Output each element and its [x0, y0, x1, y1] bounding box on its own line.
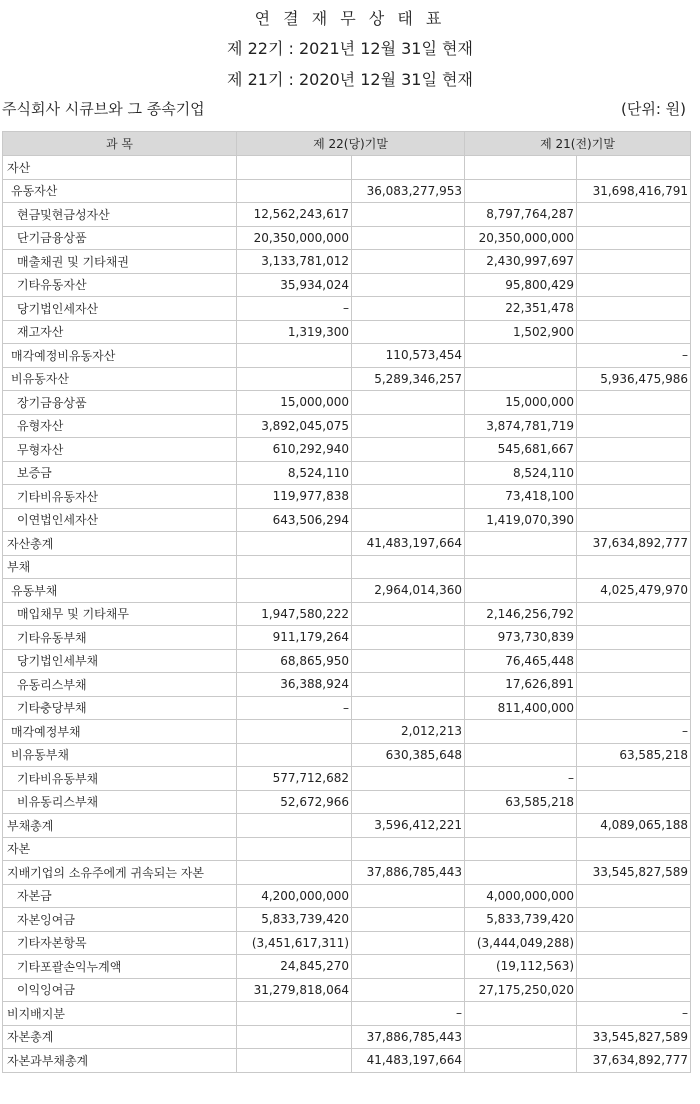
current-total-value: [352, 203, 465, 227]
prior-detail-value: 15,000,000: [465, 391, 577, 415]
account-label: 당기법인세자산: [3, 297, 237, 321]
current-total-value: 110,573,454: [352, 344, 465, 368]
table-row: [3, 532, 691, 556]
prior-detail-value: [465, 861, 577, 885]
prior-detail-value: 545,681,667: [465, 438, 577, 462]
table-row: [3, 743, 691, 767]
prior-detail-value: 1,502,900: [465, 320, 577, 344]
current-detail-value: 35,934,024: [237, 273, 352, 297]
prior-detail-value: [465, 179, 577, 203]
table-row: [3, 861, 691, 885]
current-detail-value: 52,672,966: [237, 790, 352, 814]
table-row: [3, 461, 691, 485]
table-row: [3, 367, 691, 391]
prior-detail-value: 27,175,250,020: [465, 978, 577, 1002]
account-label: 유형자산: [3, 414, 237, 438]
prior-total-value: –: [577, 1002, 691, 1026]
account-label: 자본: [3, 837, 237, 861]
current-total-value: 36,083,277,953: [352, 179, 465, 203]
current-total-value: [352, 250, 465, 274]
prior-detail-value: 5,833,739,420: [465, 908, 577, 932]
balance-sheet-table: [2, 131, 691, 1073]
current-total-value: [352, 978, 465, 1002]
period-prior: 제 21기 : 2020년 12월 31일 현재: [227, 70, 473, 89]
current-detail-value: [237, 1002, 352, 1026]
table-row: [3, 884, 691, 908]
current-total-value: [352, 391, 465, 415]
table-row: [3, 931, 691, 955]
current-detail-value: 36,388,924: [237, 673, 352, 697]
account-label: 기타충당부채: [3, 696, 237, 720]
account-label: 매입채무 및 기타채무: [3, 602, 237, 626]
table-row: [3, 1025, 691, 1049]
account-label: 기타유동자산: [3, 273, 237, 297]
current-detail-value: 911,179,264: [237, 626, 352, 650]
prior-total-value: [577, 978, 691, 1002]
current-total-value: 2,964,014,360: [352, 579, 465, 603]
current-detail-value: 3,892,045,075: [237, 414, 352, 438]
prior-detail-value: 95,800,429: [465, 273, 577, 297]
table-row: [3, 273, 691, 297]
table-row: [3, 344, 691, 368]
table-row: [3, 203, 691, 227]
current-total-value: [352, 438, 465, 462]
prior-total-value: 4,089,065,188: [577, 814, 691, 838]
prior-total-value: [577, 438, 691, 462]
prior-detail-value: [465, 814, 577, 838]
prior-total-value: [577, 908, 691, 932]
current-total-value: [352, 837, 465, 861]
prior-total-value: [577, 203, 691, 227]
prior-detail-value: 8,797,764,287: [465, 203, 577, 227]
prior-detail-value: 4,000,000,000: [465, 884, 577, 908]
current-total-value: 41,483,197,664: [352, 1049, 465, 1073]
account-label: 비유동부채: [3, 743, 237, 767]
prior-detail-value: [465, 1002, 577, 1026]
prior-detail-value: [465, 1049, 577, 1073]
prior-detail-value: –: [465, 767, 577, 791]
current-total-value: [352, 602, 465, 626]
table-row: [3, 555, 691, 579]
account-label: 기타포괄손익누계액: [3, 955, 237, 979]
current-total-value: [352, 273, 465, 297]
current-detail-value: 1,319,300: [237, 320, 352, 344]
current-total-value: 37,886,785,443: [352, 1025, 465, 1049]
current-detail-value: 119,977,838: [237, 485, 352, 509]
prior-total-value: 5,936,475,986: [577, 367, 691, 391]
account-label: 자본총계: [3, 1025, 237, 1049]
table-row: [3, 790, 691, 814]
current-total-value: [352, 767, 465, 791]
prior-total-value: 33,545,827,589: [577, 1025, 691, 1049]
current-detail-value: [237, 555, 352, 579]
account-label: 자본잉여금: [3, 908, 237, 932]
current-total-value: 37,886,785,443: [352, 861, 465, 885]
current-detail-value: 4,200,000,000: [237, 884, 352, 908]
prior-detail-value: [465, 1025, 577, 1049]
account-label: 유동리스부채: [3, 673, 237, 697]
prior-detail-value: 73,418,100: [465, 485, 577, 509]
account-label: 당기법인세부채: [3, 649, 237, 673]
prior-detail-value: 811,400,000: [465, 696, 577, 720]
current-total-value: 5,289,346,257: [352, 367, 465, 391]
account-label: 매각예정비유동자산: [3, 344, 237, 368]
current-total-value: [352, 649, 465, 673]
company-name: 주식회사 시큐브와 그 종속기업: [2, 100, 205, 118]
prior-detail-value: 76,465,448: [465, 649, 577, 673]
account-label: 매각예정부채: [3, 720, 237, 744]
prior-detail-value: [465, 720, 577, 744]
current-total-value: [352, 555, 465, 579]
table-row: [3, 226, 691, 250]
prior-total-value: [577, 273, 691, 297]
account-label: 기타비유동자산: [3, 485, 237, 509]
current-detail-value: [237, 156, 352, 180]
current-detail-value: [237, 743, 352, 767]
current-detail-value: 5,833,739,420: [237, 908, 352, 932]
prior-detail-value: 17,626,891: [465, 673, 577, 697]
prior-detail-value: [465, 837, 577, 861]
current-detail-value: –: [237, 297, 352, 321]
current-detail-value: 610,292,940: [237, 438, 352, 462]
current-total-value: 2,012,213: [352, 720, 465, 744]
prior-total-value: [577, 461, 691, 485]
current-total-value: 41,483,197,664: [352, 532, 465, 556]
current-total-value: [352, 156, 465, 180]
header-account: 과 목: [3, 132, 237, 156]
table-row: [3, 438, 691, 462]
table-row: [3, 978, 691, 1002]
current-detail-value: 1,947,580,222: [237, 602, 352, 626]
account-label: 기타비유동부채: [3, 767, 237, 791]
prior-total-value: [577, 696, 691, 720]
period-current: 제 22기 : 2021년 12월 31일 현재: [227, 39, 473, 58]
prior-detail-value: 973,730,839: [465, 626, 577, 650]
table-row: [3, 814, 691, 838]
prior-total-value: [577, 391, 691, 415]
current-total-value: [352, 226, 465, 250]
current-total-value: [352, 884, 465, 908]
account-label: 비지배지분: [3, 1002, 237, 1026]
account-label: 기타자본항목: [3, 931, 237, 955]
current-total-value: [352, 461, 465, 485]
prior-total-value: [577, 156, 691, 180]
account-label: 지배기업의 소유주에게 귀속되는 자본: [3, 861, 237, 885]
current-detail-value: 20,350,000,000: [237, 226, 352, 250]
table-row: [3, 179, 691, 203]
prior-detail-value: 22,351,478: [465, 297, 577, 321]
table-row: [3, 602, 691, 626]
current-detail-value: [237, 367, 352, 391]
account-label: 이익잉여금: [3, 978, 237, 1002]
prior-total-value: [577, 508, 691, 532]
current-detail-value: 8,524,110: [237, 461, 352, 485]
table-row: [3, 767, 691, 791]
account-label: 유동부채: [3, 579, 237, 603]
prior-total-value: 33,545,827,589: [577, 861, 691, 885]
table-header-row: [3, 132, 691, 156]
prior-total-value: [577, 767, 691, 791]
header-prior-period: 제 21(전)기말: [465, 132, 691, 156]
account-label: 자산: [3, 156, 237, 180]
account-label: 부채: [3, 555, 237, 579]
account-label: 보증금: [3, 461, 237, 485]
current-detail-value: [237, 1049, 352, 1073]
prior-detail-value: 3,874,781,719: [465, 414, 577, 438]
prior-total-value: 31,698,416,791: [577, 179, 691, 203]
current-total-value: [352, 908, 465, 932]
current-detail-value: –: [237, 696, 352, 720]
prior-total-value: –: [577, 720, 691, 744]
table-row: [3, 156, 691, 180]
table-row: [3, 626, 691, 650]
prior-total-value: [577, 555, 691, 579]
table-row: [3, 250, 691, 274]
account-label: 자본과부채총계: [3, 1049, 237, 1073]
prior-detail-value: 8,524,110: [465, 461, 577, 485]
prior-total-value: [577, 837, 691, 861]
prior-detail-value: [465, 743, 577, 767]
table-row: [3, 837, 691, 861]
table-body: [3, 156, 691, 1073]
current-detail-value: [237, 814, 352, 838]
current-total-value: [352, 931, 465, 955]
prior-detail-value: 2,430,997,697: [465, 250, 577, 274]
prior-total-value: 37,634,892,777: [577, 1049, 691, 1073]
account-label: 자본금: [3, 884, 237, 908]
account-label: 재고자산: [3, 320, 237, 344]
prior-total-value: [577, 414, 691, 438]
prior-total-value: [577, 790, 691, 814]
current-detail-value: [237, 861, 352, 885]
current-total-value: 630,385,648: [352, 743, 465, 767]
current-total-value: [352, 508, 465, 532]
current-detail-value: 24,845,270: [237, 955, 352, 979]
table-row: [3, 696, 691, 720]
current-detail-value: 68,865,950: [237, 649, 352, 673]
account-label: 매출채권 및 기타채권: [3, 250, 237, 274]
table-row: [3, 297, 691, 321]
table-row: [3, 649, 691, 673]
current-total-value: [352, 320, 465, 344]
prior-detail-value: [465, 579, 577, 603]
prior-total-value: [577, 297, 691, 321]
prior-detail-value: [465, 156, 577, 180]
table-row: [3, 1049, 691, 1073]
account-label: 이연법인세자산: [3, 508, 237, 532]
prior-total-value: [577, 602, 691, 626]
prior-detail-value: [465, 555, 577, 579]
prior-detail-value: (3,444,049,288): [465, 931, 577, 955]
prior-total-value: [577, 931, 691, 955]
current-detail-value: 31,279,818,064: [237, 978, 352, 1002]
current-total-value: [352, 626, 465, 650]
current-detail-value: [237, 532, 352, 556]
prior-total-value: [577, 226, 691, 250]
unit-label: (단위: 원): [621, 100, 686, 118]
table-row: [3, 391, 691, 415]
current-total-value: [352, 790, 465, 814]
current-total-value: [352, 297, 465, 321]
current-total-value: [352, 673, 465, 697]
table-row: [3, 579, 691, 603]
current-detail-value: [237, 579, 352, 603]
prior-detail-value: 1,419,070,390: [465, 508, 577, 532]
current-total-value: 3,596,412,221: [352, 814, 465, 838]
prior-detail-value: 63,585,218: [465, 790, 577, 814]
prior-total-value: [577, 320, 691, 344]
prior-total-value: [577, 673, 691, 697]
table-row: [3, 508, 691, 532]
prior-total-value: [577, 649, 691, 673]
account-label: 무형자산: [3, 438, 237, 462]
current-detail-value: [237, 1025, 352, 1049]
current-detail-value: 643,506,294: [237, 508, 352, 532]
account-label: 기타유동부채: [3, 626, 237, 650]
table-row: [3, 320, 691, 344]
prior-total-value: [577, 626, 691, 650]
table-row: [3, 908, 691, 932]
table-row: [3, 485, 691, 509]
current-detail-value: 12,562,243,617: [237, 203, 352, 227]
table-row: [3, 955, 691, 979]
current-total-value: [352, 414, 465, 438]
prior-detail-value: [465, 344, 577, 368]
account-label: 부채총계: [3, 814, 237, 838]
table-row: [3, 720, 691, 744]
prior-total-value: 4,025,479,970: [577, 579, 691, 603]
prior-total-value: [577, 955, 691, 979]
prior-detail-value: 20,350,000,000: [465, 226, 577, 250]
current-detail-value: (3,451,617,311): [237, 931, 352, 955]
account-label: 비유동리스부채: [3, 790, 237, 814]
prior-total-value: –: [577, 344, 691, 368]
prior-total-value: [577, 884, 691, 908]
prior-total-value: [577, 250, 691, 274]
account-label: 비유동자산: [3, 367, 237, 391]
prior-total-value: 37,634,892,777: [577, 532, 691, 556]
current-detail-value: 15,000,000: [237, 391, 352, 415]
table-row: [3, 1002, 691, 1026]
prior-detail-value: [465, 367, 577, 391]
current-detail-value: [237, 344, 352, 368]
account-label: 현금및현금성자산: [3, 203, 237, 227]
prior-detail-value: [465, 532, 577, 556]
statement-title: 연 결 재 무 상 태 표: [254, 9, 446, 28]
account-label: 장기금융상품: [3, 391, 237, 415]
current-detail-value: 577,712,682: [237, 767, 352, 791]
header-current-period: 제 22(당)기말: [237, 132, 465, 156]
current-total-value: [352, 955, 465, 979]
prior-total-value: 63,585,218: [577, 743, 691, 767]
current-detail-value: 3,133,781,012: [237, 250, 352, 274]
current-detail-value: [237, 837, 352, 861]
account-label: 단기금융상품: [3, 226, 237, 250]
prior-detail-value: 2,146,256,792: [465, 602, 577, 626]
account-label: 유동자산: [3, 179, 237, 203]
prior-total-value: [577, 485, 691, 509]
current-total-value: [352, 696, 465, 720]
current-detail-value: [237, 179, 352, 203]
table-row: [3, 414, 691, 438]
table-row: [3, 673, 691, 697]
prior-detail-value: (19,112,563): [465, 955, 577, 979]
current-total-value: –: [352, 1002, 465, 1026]
current-detail-value: [237, 720, 352, 744]
account-label: 자산총계: [3, 532, 237, 556]
current-total-value: [352, 485, 465, 509]
